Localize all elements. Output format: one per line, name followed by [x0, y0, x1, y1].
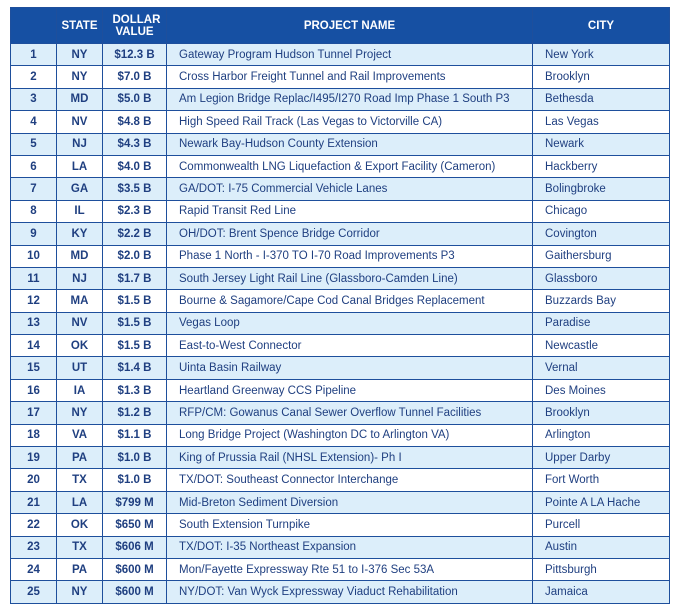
state-cell: NJ: [57, 267, 103, 289]
header-dollar-value-label: DOLLAR VALUE: [112, 13, 161, 38]
project-name-cell: King of Prussia Rail (NHSL Extension)- Ph I: [167, 447, 533, 469]
state-cell: NV: [57, 312, 103, 334]
dollar-value-cell: $600 M: [103, 558, 167, 580]
city-cell: Bolingbroke: [533, 178, 670, 200]
table-row: [11, 335, 670, 357]
table-row: [11, 44, 670, 66]
row-number-cell: 11: [11, 267, 57, 289]
row-number-cell: 8: [11, 200, 57, 222]
table-row: [11, 245, 670, 267]
row-number-cell: 7: [11, 178, 57, 200]
state-cell: OK: [57, 514, 103, 536]
table-row: [11, 357, 670, 379]
table-row: [11, 155, 670, 177]
project-name-cell: Uinta Basin Railway: [167, 357, 533, 379]
dollar-value-cell: $4.0 B: [103, 155, 167, 177]
table-row: [11, 491, 670, 513]
project-name-cell: East-to-West Connector: [167, 335, 533, 357]
table-row: [11, 200, 670, 222]
dollar-value-cell: $799 M: [103, 491, 167, 513]
city-cell: Jamaica: [533, 581, 670, 603]
city-cell: Las Vegas: [533, 111, 670, 133]
table-row: [11, 312, 670, 334]
state-cell: GA: [57, 178, 103, 200]
state-cell: NY: [57, 402, 103, 424]
project-name-cell: Bourne & Sagamore/Cape Cod Canal Bridges Replacement: [167, 290, 533, 312]
table-row: [11, 514, 670, 536]
table-row: [11, 178, 670, 200]
state-cell: MD: [57, 88, 103, 110]
city-cell: Fort Worth: [533, 469, 670, 491]
state-cell: TX: [57, 536, 103, 558]
header-dollar-value: [103, 8, 167, 44]
city-cell: Bethesda: [533, 88, 670, 110]
table-row: [11, 290, 670, 312]
city-cell: Chicago: [533, 200, 670, 222]
row-number-cell: 6: [11, 155, 57, 177]
project-name-cell: Rapid Transit Red Line: [167, 200, 533, 222]
header-city: CITY: [533, 8, 670, 44]
row-number-cell: 14: [11, 335, 57, 357]
dollar-value-cell: $1.1 B: [103, 424, 167, 446]
project-name-cell: Commonwealth LNG Liquefaction & Export Facility (Cameron): [167, 155, 533, 177]
row-number-cell: 24: [11, 558, 57, 580]
project-name-cell: High Speed Rail Track (Las Vegas to Victorville CA): [167, 111, 533, 133]
dollar-value-cell: $12.3 B: [103, 44, 167, 66]
project-name-cell: Heartland Greenway CCS Pipeline: [167, 379, 533, 401]
project-name-cell: Newark Bay-Hudson County Extension: [167, 133, 533, 155]
state-cell: OK: [57, 335, 103, 357]
row-number-cell: 5: [11, 133, 57, 155]
dollar-value-cell: $1.7 B: [103, 267, 167, 289]
row-number-cell: 3: [11, 88, 57, 110]
state-cell: NY: [57, 581, 103, 603]
city-cell: Des Moines: [533, 379, 670, 401]
table-row: [11, 402, 670, 424]
dollar-value-cell: $2.3 B: [103, 200, 167, 222]
row-number-cell: 10: [11, 245, 57, 267]
row-number-cell: 2: [11, 66, 57, 88]
city-cell: Arlington: [533, 424, 670, 446]
table-header: [11, 8, 670, 44]
state-cell: MD: [57, 245, 103, 267]
state-cell: NY: [57, 44, 103, 66]
row-number-cell: 13: [11, 312, 57, 334]
dollar-value-cell: $5.0 B: [103, 88, 167, 110]
city-cell: New York: [533, 44, 670, 66]
row-number-cell: 9: [11, 223, 57, 245]
header-state: STATE: [57, 8, 103, 44]
dollar-value-cell: $4.3 B: [103, 133, 167, 155]
city-cell: Glassboro: [533, 267, 670, 289]
table-row: [11, 536, 670, 558]
state-cell: TX: [57, 469, 103, 491]
row-number-cell: 25: [11, 581, 57, 603]
header-project-name: PROJECT NAME: [167, 8, 533, 44]
project-name-cell: Cross Harbor Freight Tunnel and Rail Improvements: [167, 66, 533, 88]
project-name-cell: Phase 1 North - I-370 TO I-70 Road Improvements P3: [167, 245, 533, 267]
project-name-cell: Vegas Loop: [167, 312, 533, 334]
table-row: [11, 581, 670, 603]
project-name-cell: Long Bridge Project (Washington DC to Arlington VA): [167, 424, 533, 446]
city-cell: Buzzards Bay: [533, 290, 670, 312]
state-cell: IA: [57, 379, 103, 401]
dollar-value-cell: $1.3 B: [103, 379, 167, 401]
projects-table: [10, 7, 670, 604]
header-row: [11, 8, 670, 44]
city-cell: Purcell: [533, 514, 670, 536]
project-name-cell: TX/DOT: I-35 Northeast Expansion: [167, 536, 533, 558]
city-cell: Paradise: [533, 312, 670, 334]
dollar-value-cell: $1.5 B: [103, 312, 167, 334]
dollar-value-cell: $1.5 B: [103, 290, 167, 312]
row-number-cell: 21: [11, 491, 57, 513]
city-cell: Brooklyn: [533, 66, 670, 88]
project-name-cell: Am Legion Bridge Replac/I495/I270 Road Imp Phase 1 South P3: [167, 88, 533, 110]
row-number-cell: 12: [11, 290, 57, 312]
city-cell: Newark: [533, 133, 670, 155]
dollar-value-cell: $1.0 B: [103, 469, 167, 491]
city-cell: Gaithersburg: [533, 245, 670, 267]
dollar-value-cell: $2.2 B: [103, 223, 167, 245]
dollar-value-cell: $3.5 B: [103, 178, 167, 200]
table-row: [11, 558, 670, 580]
table-row: [11, 424, 670, 446]
project-name-cell: GA/DOT: I-75 Commercial Vehicle Lanes: [167, 178, 533, 200]
row-number-cell: 22: [11, 514, 57, 536]
project-name-cell: TX/DOT: Southeast Connector Interchange: [167, 469, 533, 491]
state-cell: PA: [57, 558, 103, 580]
dollar-value-cell: $2.0 B: [103, 245, 167, 267]
table-row: [11, 469, 670, 491]
city-cell: Pointe A LA Hache: [533, 491, 670, 513]
dollar-value-cell: $1.2 B: [103, 402, 167, 424]
state-cell: NY: [57, 66, 103, 88]
city-cell: Covington: [533, 223, 670, 245]
city-cell: Newcastle: [533, 335, 670, 357]
row-number-cell: 20: [11, 469, 57, 491]
table-body: [11, 44, 670, 604]
table-row: [11, 111, 670, 133]
project-name-cell: RFP/CM: Gowanus Canal Sewer Overflow Tunnel Facilities: [167, 402, 533, 424]
state-cell: LA: [57, 155, 103, 177]
city-cell: Vernal: [533, 357, 670, 379]
row-number-cell: 18: [11, 424, 57, 446]
row-number-cell: 4: [11, 111, 57, 133]
dollar-value-cell: $606 M: [103, 536, 167, 558]
row-number-cell: 17: [11, 402, 57, 424]
state-cell: PA: [57, 447, 103, 469]
state-cell: NJ: [57, 133, 103, 155]
state-cell: IL: [57, 200, 103, 222]
table-row: [11, 267, 670, 289]
dollar-value-cell: $4.8 B: [103, 111, 167, 133]
project-name-cell: Mid-Breton Sediment Diversion: [167, 491, 533, 513]
state-cell: LA: [57, 491, 103, 513]
project-name-cell: Gateway Program Hudson Tunnel Project: [167, 44, 533, 66]
table-row: [11, 133, 670, 155]
project-name-cell: OH/DOT: Brent Spence Bridge Corridor: [167, 223, 533, 245]
table-row: [11, 223, 670, 245]
table-row: [11, 66, 670, 88]
dollar-value-cell: $1.5 B: [103, 335, 167, 357]
row-number-cell: 15: [11, 357, 57, 379]
projects-table-container: [10, 7, 669, 604]
dollar-value-cell: $7.0 B: [103, 66, 167, 88]
state-cell: KY: [57, 223, 103, 245]
dollar-value-cell: $650 M: [103, 514, 167, 536]
row-number-cell: 1: [11, 44, 57, 66]
row-number-cell: 19: [11, 447, 57, 469]
header-number: [11, 8, 57, 44]
project-name-cell: Mon/Fayette Expressway Rte 51 to I-376 Sec 53A: [167, 558, 533, 580]
dollar-value-cell: $1.4 B: [103, 357, 167, 379]
state-cell: VA: [57, 424, 103, 446]
city-cell: Upper Darby: [533, 447, 670, 469]
table-row: [11, 88, 670, 110]
table-row: [11, 379, 670, 401]
city-cell: Brooklyn: [533, 402, 670, 424]
city-cell: Hackberry: [533, 155, 670, 177]
state-cell: NV: [57, 111, 103, 133]
dollar-value-cell: $600 M: [103, 581, 167, 603]
row-number-cell: 23: [11, 536, 57, 558]
table-row: [11, 447, 670, 469]
project-name-cell: NY/DOT: Van Wyck Expressway Viaduct Rehabilitation: [167, 581, 533, 603]
project-name-cell: South Extension Turnpike: [167, 514, 533, 536]
state-cell: UT: [57, 357, 103, 379]
project-name-cell: South Jersey Light Rail Line (Glassboro-Camden Line): [167, 267, 533, 289]
city-cell: Pittsburgh: [533, 558, 670, 580]
row-number-cell: 16: [11, 379, 57, 401]
city-cell: Austin: [533, 536, 670, 558]
state-cell: MA: [57, 290, 103, 312]
dollar-value-cell: $1.0 B: [103, 447, 167, 469]
